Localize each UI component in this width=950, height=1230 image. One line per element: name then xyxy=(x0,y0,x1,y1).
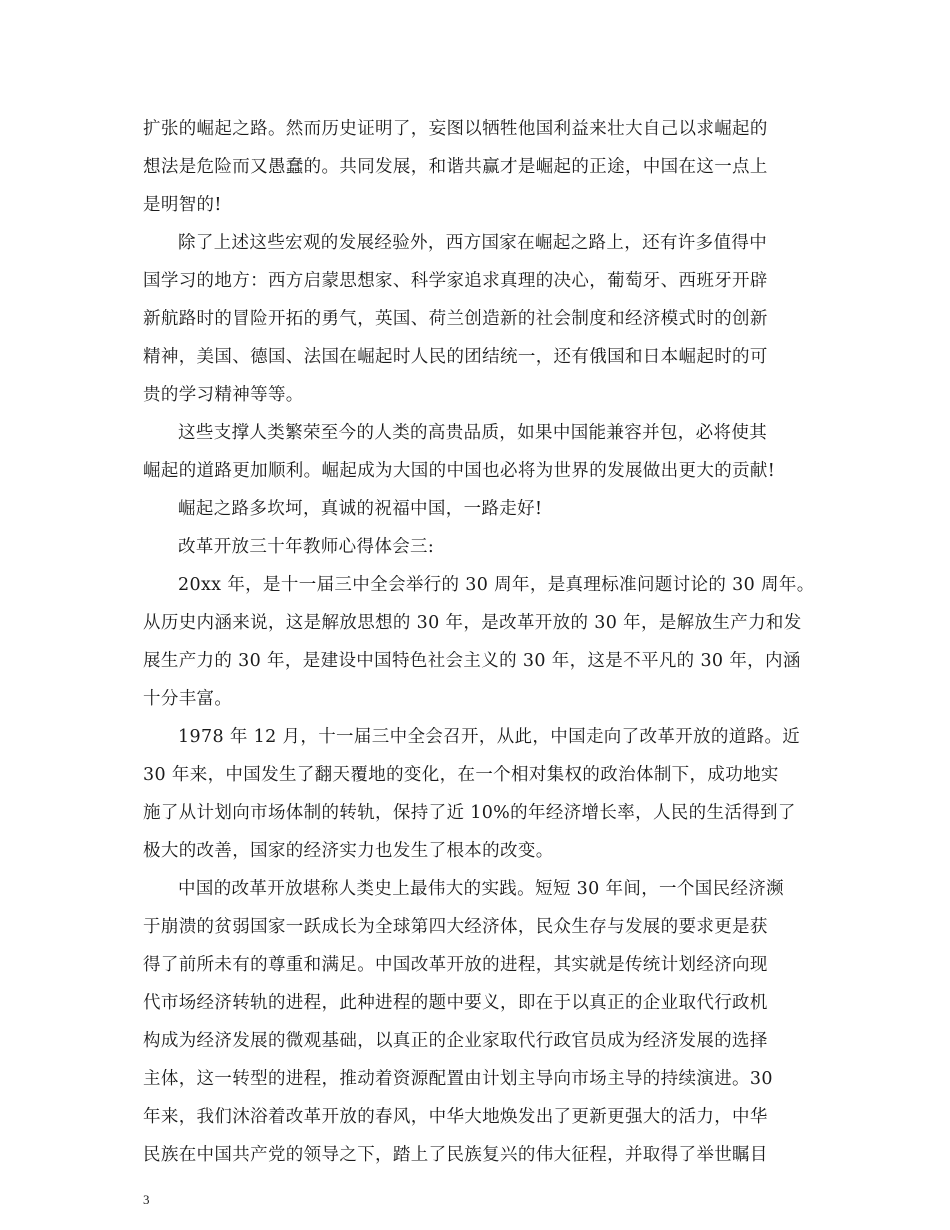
text-line: 主体，这一转型的进程，推动着资源配置由计划主导向市场主导的持续演进。30 xyxy=(143,1069,773,1089)
text-line: 精神，美国、德国、法国在崛起时人民的团结统一，还有俄国和日本崛起时的可 xyxy=(143,347,768,367)
text-line: 20xx 年，是十一届三中全会举行的 30 周年，是真理标准问题讨论的 30 周年。 xyxy=(178,575,815,595)
text-line: 年来，我们沐浴着改革开放的春风，中华大地焕发出了更新更强大的活力，中华 xyxy=(143,1107,768,1127)
section-heading: 改革开放三十年教师心得体会三: xyxy=(178,537,435,557)
text-line: 国学习的地方：西方启蒙思想家、科学家追求真理的决心，葡萄牙、西班牙开辟 xyxy=(143,271,768,291)
text-line: 是明智的! xyxy=(143,195,222,215)
text-line: 中国的改革开放堪称人类史上最伟大的实践。短短 30 年间，一个国民经济濒 xyxy=(178,879,784,899)
text-line: 民族在中国共产党的领导之下，踏上了民族复兴的伟大征程，并取得了举世瞩目 xyxy=(143,1145,768,1165)
text-line: 扩张的崛起之路。然而历史证明了，妄图以牺牲他国利益来壮大自己以求崛起的 xyxy=(143,119,768,139)
text-line: 30 年来，中国发生了翻天覆地的变化，在一个相对集权的政治体制下，成功地实 xyxy=(143,765,779,785)
text-line: 1978 年 12 月，十一届三中全会召开，从此，中国走向了改革开放的道路。近 xyxy=(178,727,801,747)
text-line: 极大的改善，国家的经济实力也发生了根本的改变。 xyxy=(143,841,554,861)
text-line: 想法是危险而又愚蠢的。共同发展，和谐共赢才是崛起的正途，中国在这一点上 xyxy=(143,157,768,177)
text-line: 构成为经济发展的微观基础，以真正的企业家取代行政官员成为经济发展的选择 xyxy=(143,1031,768,1051)
text-line: 十分丰富。 xyxy=(143,689,233,709)
text-line: 得了前所未有的尊重和满足。中国改革开放的进程，其实就是传统计划经济向现 xyxy=(143,955,768,975)
text-line: 这些支撑人类繁荣至今的人类的高贵品质，如果中国能兼容并包，必将使其 xyxy=(178,423,768,443)
text-line: 代市场经济转轨的进程，此种进程的题中要义，即在于以真正的企业取代行政机 xyxy=(143,993,768,1013)
text-line: 崛起的道路更加顺利。崛起成为大国的中国也必将为世界的发展做出更大的贡献! xyxy=(143,461,776,481)
text-line: 展生产力的 30 年，是建设中国特色社会主义的 30 年，这是不平凡的 30 年，内涵 xyxy=(143,651,801,671)
page-number: 3 xyxy=(143,1192,150,1207)
text-line: 崛起之路多坎坷，真诚的祝福中国，一路走好! xyxy=(178,499,543,519)
text-line: 除了上述这些宏观的发展经验外，西方国家在崛起之路上，还有许多值得中 xyxy=(178,233,768,253)
text-line: 于崩溃的贫弱国家一跃成长为全球第四大经济体，民众生存与发展的要求更是获 xyxy=(143,917,768,937)
text-line: 从历史内涵来说，这是解放思想的 30 年，是改革开放的 30 年，是解放生产力和发 xyxy=(143,613,802,633)
text-line: 新航路时的冒险开拓的勇气，英国、荷兰创造新的社会制度和经济模式时的创新 xyxy=(143,309,768,329)
text-line: 施了从计划向市场体制的转轨，保持了近 10%的年经济增长率，人民的生活得到了 xyxy=(143,803,796,823)
text-line: 贵的学习精神等等。 xyxy=(143,385,304,405)
